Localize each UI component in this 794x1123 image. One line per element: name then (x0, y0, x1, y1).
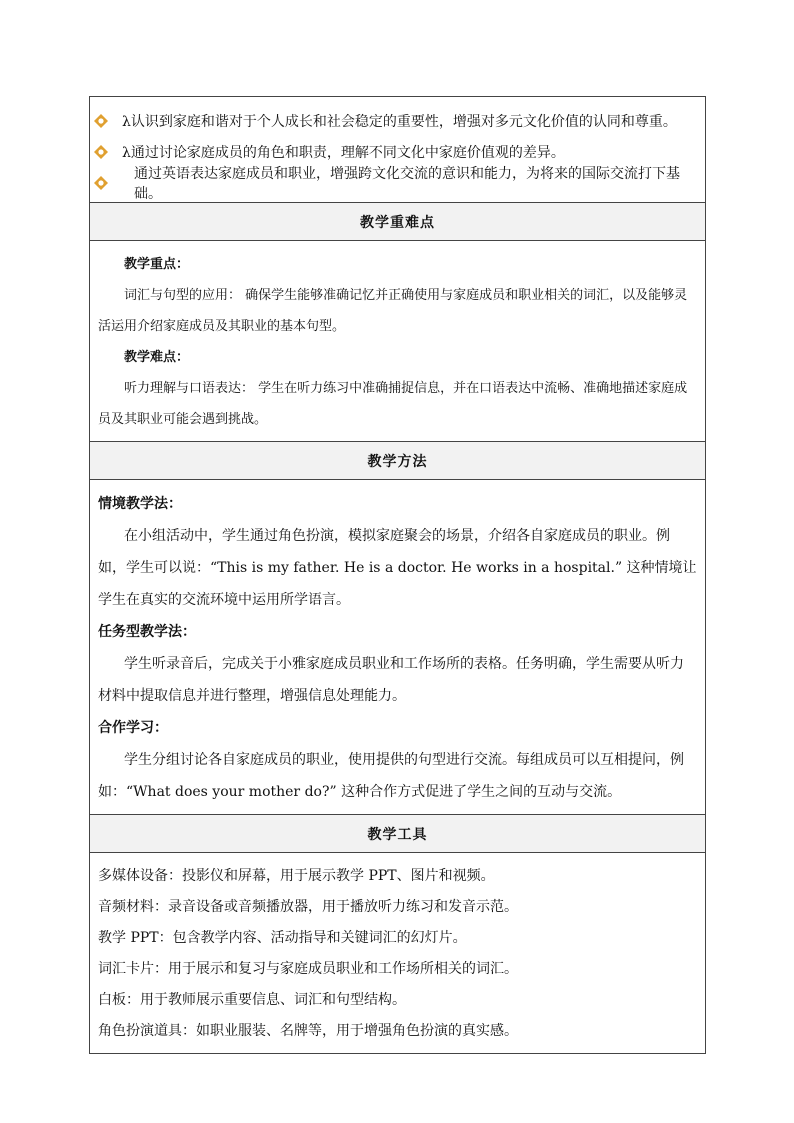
goals-section (90, 97, 705, 203)
tool-line: 角色扮演道具：如职业服装、名牌等，用于增强角色扮演的真实感。 (98, 1023, 518, 1039)
goal-item (90, 165, 705, 202)
method-text: 在小组活动中，学生通过角色扮演，模拟家庭聚会的场景，介绍各自家庭成员的职业。例如，学生可以说：“This is my father. He is a doctor. He works in a hospital.” 这种情境让学生在真实的交流环境中运用所学语言。 (98, 528, 697, 608)
section-header-methods (90, 442, 705, 480)
diamond-bullet-icon (94, 145, 108, 159)
diamond-bullet-icon (94, 114, 108, 128)
section-header-keypoints (90, 203, 705, 241)
methods-body (90, 480, 705, 815)
goal-text: λ通过讨论家庭成员的角色和职责，理解不同文化中家庭价值观的差异。 (122, 144, 565, 161)
tool-line: 白板：用于教师展示重要信息、词汇和句型结构。 (98, 992, 406, 1008)
goal-item (90, 105, 705, 136)
method-label: 任务型教学法： (98, 624, 196, 640)
section-title: 教学方法 (367, 453, 428, 470)
method-text: 学生分组讨论各自家庭成员的职业，使用提供的句型进行交流。每组成员可以互相提问，例如：“What does your mother do?” 这种合作方式促进了学生之间的互动与交流。 (98, 752, 684, 800)
focus-text: 词汇与句型的应用： 确保学生能够准确记忆并正确使用与家庭成员和职业相关的词汇，以及能够灵活运用介绍家庭成员及其职业的基本句型。 (98, 288, 688, 334)
lesson-plan-table (89, 96, 706, 1054)
method-label: 合作学习： (98, 720, 168, 736)
difficulty-text: 听力理解与口语表达： 学生在听力练习中准确捕捉信息，并在口语表达中流畅、准确地描述家庭成员及其职业可能会遇到挑战。 (98, 381, 688, 427)
goal-text: 通过英语表达家庭成员和职业，增强跨文化交流的意识和能力，为将来的国际交流打下基础。 (134, 165, 680, 202)
tool-line: 音频材料：录音设备或音频播放器，用于播放听力练习和发音示范。 (98, 899, 518, 915)
section-title: 教学工具 (367, 826, 428, 843)
keypoints-body (90, 241, 705, 442)
method-text: 学生听录音后，完成关于小雅家庭成员职业和工作场所的表格。任务明确，学生需要从听力材料中提取信息并进行整理，增强信息处理能力。 (98, 656, 684, 704)
difficulty-label: 教学难点： (124, 350, 190, 365)
method-label: 情境教学法： (98, 496, 182, 512)
tool-line: 教学 PPT：包含教学内容、活动指导和关键词汇的幻灯片。 (98, 930, 467, 946)
diamond-bullet-icon (94, 176, 108, 190)
focus-label: 教学重点： (124, 257, 190, 272)
goal-text: λ认识到家庭和谐对于个人成长和社会稳定的重要性，增强对多元文化价值的认同和尊重。 (122, 113, 677, 130)
tool-line: 词汇卡片：用于展示和复习与家庭成员职业和工作场所相关的词汇。 (98, 961, 518, 977)
section-header-tools (90, 815, 705, 853)
tools-body (90, 853, 705, 1053)
section-title: 教学重难点 (360, 214, 435, 231)
tool-line: 多媒体设备：投影仪和屏幕，用于展示教学 PPT、图片和视频。 (98, 868, 495, 884)
